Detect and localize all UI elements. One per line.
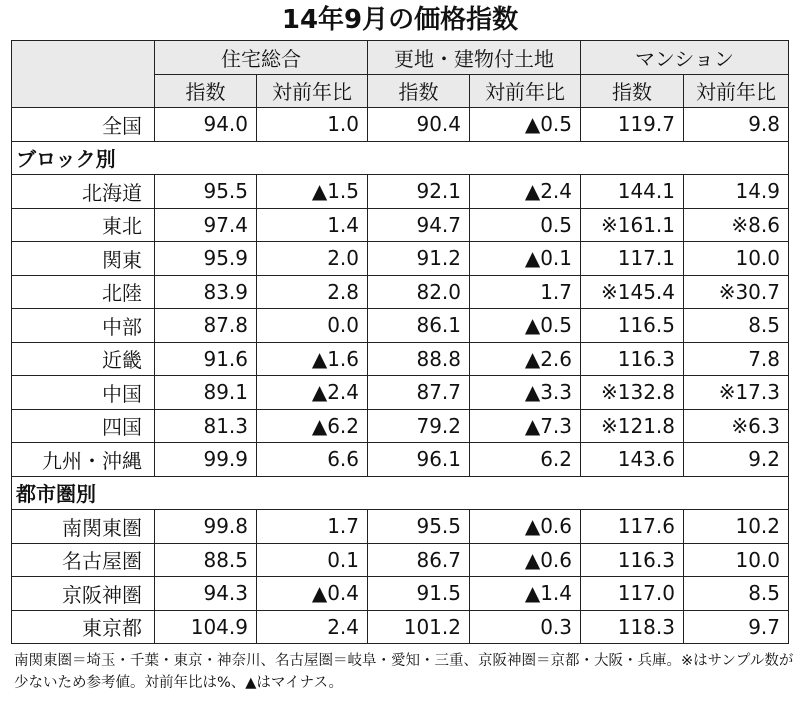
column-header: 対前年比 [684,74,789,108]
row-label: 北陸 [12,275,155,309]
table-cell: ▲0.5 [470,309,581,343]
table-cell: ▲0.6 [470,510,581,544]
table-row [12,175,789,209]
table-row [12,443,789,477]
table-row [12,108,789,142]
row-label: 四国 [12,409,155,443]
table-cell: 119.7 [581,108,684,142]
table-cell: 92.1 [368,175,470,209]
table-cell: 90.4 [368,108,470,142]
table-cell: 86.7 [368,543,470,577]
table-cell: 1.4 [257,208,368,242]
group-header: 住宅総合 [155,41,368,75]
table-row [12,409,789,443]
table-cell: 117.0 [581,577,684,611]
table-cell: 86.1 [368,309,470,343]
table-cell: 8.5 [684,309,789,343]
table-cell: 2.0 [257,242,368,276]
table-cell: ▲0.4 [257,577,368,611]
table-row [12,510,789,544]
table-cell: 6.2 [470,443,581,477]
table-cell: 9.7 [684,610,789,644]
table-cell: 83.9 [155,275,257,309]
table-cell: 7.8 [684,342,789,376]
table-cell: ▲6.2 [257,409,368,443]
table-cell: 82.0 [368,275,470,309]
row-label: 南関東圏 [12,510,155,544]
table-cell: 117.6 [581,510,684,544]
row-label: 京阪神圏 [12,577,155,611]
group-header-row [12,41,789,75]
row-label: 九州・沖縄 [12,443,155,477]
table-cell: 88.5 [155,543,257,577]
table-cell: 8.5 [684,577,789,611]
row-label: 近畿 [12,342,155,376]
table-cell: 2.4 [257,610,368,644]
row-label: 中国 [12,376,155,410]
row-label: 東北 [12,208,155,242]
table-cell: ※30.7 [684,275,789,309]
table-cell: 144.1 [581,175,684,209]
table-cell: 87.8 [155,309,257,343]
table-cell: ※6.3 [684,409,789,443]
table-cell: 116.5 [581,309,684,343]
section-row [12,141,789,175]
table-cell: 94.3 [155,577,257,611]
table-cell: ▲1.4 [470,577,581,611]
group-header: マンション [581,41,789,75]
table-cell: 118.3 [581,610,684,644]
table-cell: 2.8 [257,275,368,309]
table-cell: 10.0 [684,242,789,276]
table-cell: 97.4 [155,208,257,242]
section-row [12,476,789,510]
table-cell: 0.1 [257,543,368,577]
column-header: 指数 [581,74,684,108]
table-cell: 94.7 [368,208,470,242]
table-cell: 81.3 [155,409,257,443]
row-label: 全国 [12,108,155,142]
table-cell: ▲0.6 [470,543,581,577]
table-cell: 99.9 [155,443,257,477]
table-row [12,610,789,644]
table-cell: 0.5 [470,208,581,242]
table-cell: ▲7.3 [470,409,581,443]
column-header: 指数 [155,74,257,108]
table-cell: ▲2.6 [470,342,581,376]
table-cell: ※8.6 [684,208,789,242]
table-cell: ※145.4 [581,275,684,309]
table-cell: 1.7 [257,510,368,544]
table-cell: ▲1.5 [257,175,368,209]
section-label: ブロック別 [12,141,789,175]
table-cell: 79.2 [368,409,470,443]
page-title: 14年9月の価格指数 [281,5,519,35]
table-cell: 94.0 [155,108,257,142]
table-cell: ▲0.1 [470,242,581,276]
table-cell: ▲2.4 [257,376,368,410]
table-body [12,108,789,644]
table-cell: 10.2 [684,510,789,544]
row-label: 中部 [12,309,155,343]
table-cell: ※17.3 [684,376,789,410]
table-cell: 96.1 [368,443,470,477]
table-cell: ▲0.5 [470,108,581,142]
table-cell: 9.2 [684,443,789,477]
table-row [12,309,789,343]
column-header: 指数 [368,74,470,108]
table-row [12,275,789,309]
group-header: 更地・建物付土地 [368,41,581,75]
table-cell: 1.0 [257,108,368,142]
table-cell: ▲2.4 [470,175,581,209]
table-cell: 0.0 [257,309,368,343]
table-cell: 117.1 [581,242,684,276]
section-label: 都市圏別 [12,476,789,510]
table-cell: 87.7 [368,376,470,410]
table-cell: 104.9 [155,610,257,644]
corner-cell [12,41,155,108]
row-label: 名古屋圏 [12,543,155,577]
column-header: 対前年比 [470,74,581,108]
table-cell: 101.2 [368,610,470,644]
table-cell: 116.3 [581,543,684,577]
table-row [12,342,789,376]
table-row [12,242,789,276]
table-cell: 91.5 [368,577,470,611]
table-cell: 91.2 [368,242,470,276]
table-cell: 89.1 [155,376,257,410]
footnote: 南関東圏＝埼玉・千葉・東京・神奈川、名古屋圏＝岐阜・愛知・三重、京阪神圏＝京都・大阪・兵庫。※はサンプル数が少ないため参考値。対前年比は%、▲はマイナス。 [14,653,794,691]
table-cell: ※121.8 [581,409,684,443]
table-cell: 0.3 [470,610,581,644]
table-cell: 88.8 [368,342,470,376]
table-row [12,208,789,242]
table-cell: 10.0 [684,543,789,577]
table-cell: 6.6 [257,443,368,477]
table-cell: 95.5 [155,175,257,209]
table-cell: ※132.8 [581,376,684,410]
table-cell: 91.6 [155,342,257,376]
table-cell: 14.9 [684,175,789,209]
table-cell: ※161.1 [581,208,684,242]
table-cell: ▲3.3 [470,376,581,410]
row-label: 東京都 [12,610,155,644]
table-cell: 95.9 [155,242,257,276]
table-row [12,543,789,577]
column-header: 対前年比 [257,74,368,108]
table-cell: 99.8 [155,510,257,544]
table-row [12,376,789,410]
row-label: 関東 [12,242,155,276]
table-cell: 9.8 [684,108,789,142]
table-cell: 95.5 [368,510,470,544]
table-row [12,577,789,611]
table-cell: 143.6 [581,443,684,477]
price-index-table [11,40,789,644]
table-cell: 116.3 [581,342,684,376]
table-cell: 1.7 [470,275,581,309]
row-label: 北海道 [12,175,155,209]
table-cell: ▲1.6 [257,342,368,376]
